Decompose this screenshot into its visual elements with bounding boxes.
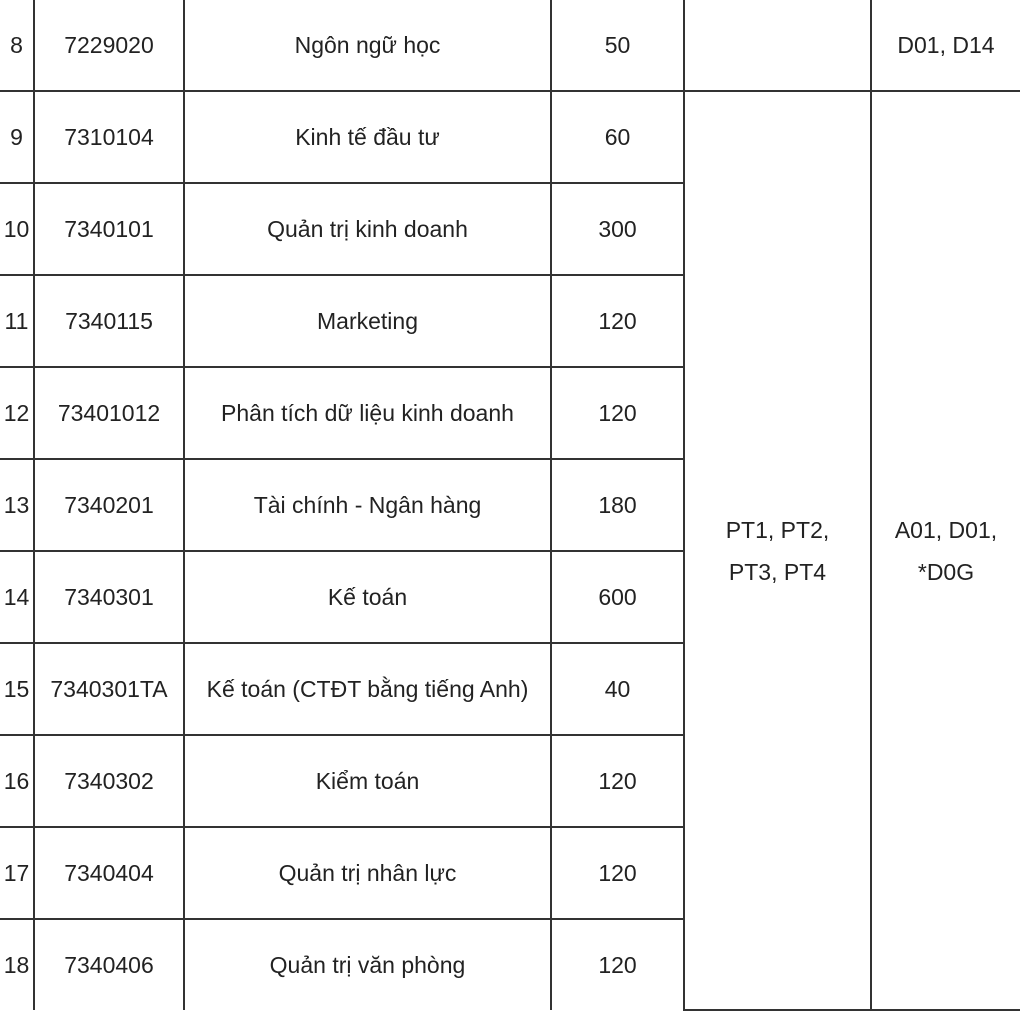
row-number: 13 (0, 459, 34, 551)
major-name: Quản trị kinh doanh (184, 183, 551, 275)
major-code: 7340406 (34, 919, 184, 1010)
major-name: Ngôn ngữ học (184, 0, 551, 91)
quota: 300 (551, 183, 684, 275)
major-name: Quản trị văn phòng (184, 919, 551, 1010)
quota: 60 (551, 91, 684, 183)
quota: 600 (551, 551, 684, 643)
row-number: 10 (0, 183, 34, 275)
quota: 120 (551, 367, 684, 459)
major-code: 7340301TA (34, 643, 184, 735)
row-number: 18 (0, 919, 34, 1010)
row-number: 15 (0, 643, 34, 735)
row-number: 11 (0, 275, 34, 367)
major-code: 7229020 (34, 0, 184, 91)
major-code: 7340404 (34, 827, 184, 919)
row-number: 9 (0, 91, 34, 183)
major-name: Marketing (184, 275, 551, 367)
major-code: 7310104 (34, 91, 184, 183)
major-name: Kinh tế đầu tư (184, 91, 551, 183)
major-code: 7340201 (34, 459, 184, 551)
quota: 180 (551, 459, 684, 551)
major-name: Kế toán (184, 551, 551, 643)
row-number: 17 (0, 827, 34, 919)
row-number: 16 (0, 735, 34, 827)
major-code: 7340115 (34, 275, 184, 367)
subject-combination: D01, D14 (871, 0, 1020, 91)
major-name: Quản trị nhân lực (184, 827, 551, 919)
major-code: 7340101 (34, 183, 184, 275)
row-number: 8 (0, 0, 34, 91)
major-code: 73401012 (34, 367, 184, 459)
quota: 40 (551, 643, 684, 735)
quota: 120 (551, 827, 684, 919)
table-row (0, 0, 1020, 91)
row-number: 14 (0, 551, 34, 643)
table-row (0, 91, 1020, 183)
quota: 120 (551, 919, 684, 1010)
major-code: 7340302 (34, 735, 184, 827)
major-name: Kế toán (CTĐT bằng tiếng Anh) (184, 643, 551, 735)
quota: 120 (551, 735, 684, 827)
method-cell-empty (684, 0, 871, 91)
major-name: Phân tích dữ liệu kinh doanh (184, 367, 551, 459)
major-name: Kiểm toán (184, 735, 551, 827)
major-name: Tài chính - Ngân hàng (184, 459, 551, 551)
admission-method-merged: PT1, PT2, PT3, PT4 (684, 91, 871, 1010)
major-code: 7340301 (34, 551, 184, 643)
quota: 50 (551, 0, 684, 91)
subject-combination-merged: A01, D01, *D0G (871, 91, 1020, 1010)
row-number: 12 (0, 367, 34, 459)
quota: 120 (551, 275, 684, 367)
